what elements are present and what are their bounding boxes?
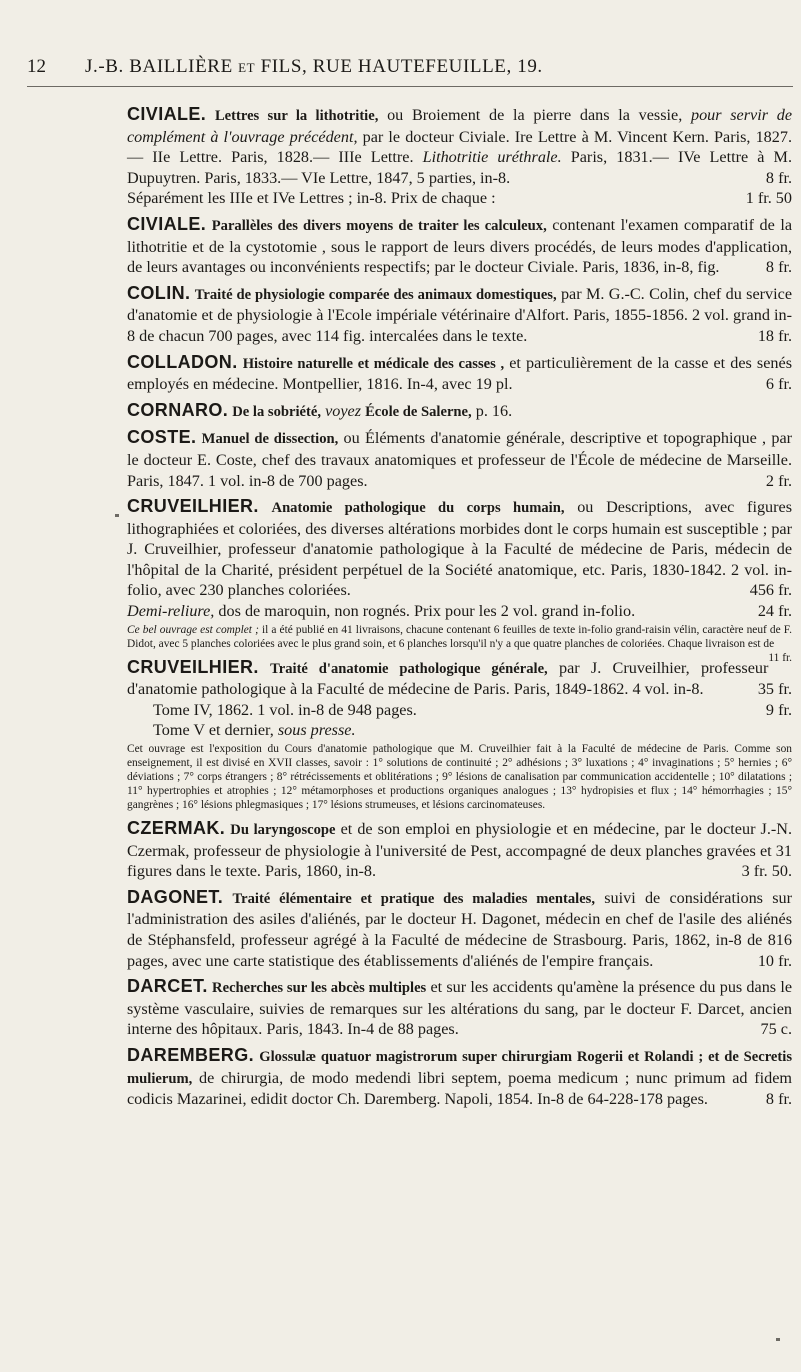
entry-note: Ce bel ouvrage est complet ; il a été publié en 41 livraisons, chacune contenant 6 feuilles de texte in-folio grand-raisin vélin, caractère neuf de F. Didot, avec 5 planches coloriées avec le plus grand soin, et 6 planches lorsqu'il n'y a que quatre planches de coloriées. Chaque livraison est de 11 fr. [127,623,793,664]
entry-author: DAGONET. [127,886,224,907]
margin-mark [115,514,119,517]
header-rule [27,86,793,87]
entry-author: COSTE. [127,427,197,448]
entry-price: 24 fr. [757,602,792,621]
entry-daremberg: DAREMBERG. Glossulæ quatuor magistrorum super chirurgiam Rogerii et Rolandi ; et de Secretis mulierum, de chirurgia, de modo medendi libri septem, poema medicum ; nunc primum ad fidem codicis Mazarinei, edidit doctor Ch. Daremberg. Napoli, 1854. In-8 de 64-228-178 pages. 8 fr. [127,1044,793,1109]
entry-note: Cet ouvrage est l'exposition du Cours d'anatomie pathologique que M. Cruveilhier fait à la Faculté de médecine de Paris. Comme son enseignement, il est divisé en XVII classes, savoir : 1° solutions de continuité ; 2° adhésions ; 3° luxations ; 4° invaginations ; 5° hernies ; 6° déviations ; 7° corps étrangers ; 8° rétrécissements et oblitérations ; 9° lésions de canalisation par communication accidentelle ; 10° dilatations ; 11° hypertrophies et atrophies ; 12° métamorphoses et productions organiques analogues ; 13° hydropisies et flux ; 14° hémorrhagies ; 15° gangrènes ; 16° lésions phlegmasiques ; 17° lésions strumeuses, et lésions carcinomateuses. [127,743,792,812]
entry-price: 8 fr. [765,168,792,187]
entry-price: 11 fr. [768,651,792,664]
entry-price: 35 fr. [757,680,792,699]
running-title: J.-B. BAILLIÈRE et FILS, RUE HAUTEFEUILLE, 19. [85,56,543,77]
entry-title: Parallèles des divers moyens de traiter les calculeux, [211,217,547,234]
entry-cruveilhier-traite: CRUVEILHIER. Traité d'anatomie pathologique générale, par J. Cruveilhier, professeur d'anatomie pathologique à la Faculté de médecine de Paris. Paris, 1849-1862. 4 vol. in-8. 35 fr. Tome IV, 1862. 1 vol. in-8 de 948 pages. 9 fr. Tome V et dernier, sous presse. [127,656,792,740]
entry-title: Histoire naturelle et médicale des casses , [242,355,505,372]
entry-title: Traité élémentaire et pratique des maladies mentales, [232,890,595,907]
margin-mark [776,1338,780,1341]
entry-author: DARCET. [127,976,208,997]
entry-title: Anatomie pathologique du corps humain, [271,500,565,517]
entry-title: Glossulæ quatuor magistrorum super chirurgiam Rogerii et Rolandi ; et de Secretis mulierum, [127,1048,793,1087]
entry-author: CZERMAK. [127,818,226,839]
entry-colin: COLIN. Traité de physiologie comparée des animaux domestiques, par M. G.-C. Colin, chef du service d'anatomie et de physiologie à l'Ecole impériale vétérinaire d'Alfort. Paris, 1855-1856. 2 vol. grand in-8 de chacun 700 pages, avec 114 fig. intercalées dans le texte. 18 fr. [127,282,792,345]
entry-price: 75 c. [760,1020,792,1039]
entry-civiale-lettres: CIVIALE. Lettres sur la lithotritie, ou Broiement de la pierre dans la vessie, pour servir de complément à l'ouvrage précédent, par le docteur Civiale. Ire Lettre à M. Vincent Kern. Paris, 1827.— IIe Lettre. Paris, 1828.— IIIe Lettre. Lithotritie uréthrale. Paris, 1831.— IVe Lettre à M. Dupuytren. Paris, 1833.— VIe Lettre, 1847, 5 parties, in-8. 8 fr. Séparément les IIIe et IVe Lettres ; in-8. Prix de chaque : 1 fr. 50 [127,104,793,208]
entry-dagonet: DAGONET. Traité élémentaire et pratique des maladies mentales, suivi de considérations sur l'administration des asiles d'aliénés, par le docteur H. Dagonet, médecin en chef de l'asile des aliénés de Stéphansfeld, professeur agrégé à la Faculté de médecine de Strasbourg. Paris, 1862, in-8 de 816 pages, avec une carte statistique des établissements d'aliénés de l'empire français. 10 fr. [127,886,792,970]
entry-czermak: CZERMAK. Du laryngoscope et de son emploi en physiologie et en médecine, par le docteur J.-N. Czermak, professeur de physiologie à l'université de Pest, accompagné de deux planches gravées et 31 figures dans le texte. Paris, 1860, in-8. 3 fr. 50. [127,818,793,881]
entry-cornaro: CORNARO. De la sobriété, voyez École de Salerne, p. 16. [127,399,513,420]
entry-title: De la sobriété, [232,403,322,420]
page-number: 12 [27,56,46,77]
entry-author: CIVIALE. [127,213,207,234]
entry-price: 456 fr. [749,581,792,600]
entry-coste: COSTE. Manuel de dissection, ou Éléments d'anatomie générale, descriptive et topographique , par le docteur E. Coste, chef des travaux anatomiques et professeur de l'École de médecine de Marseille. Paris, 1847. 1 vol. in-8 de 700 pages. 2 fr. [127,427,793,490]
entry-civiale-paralleles: CIVIALE. Parallèles des divers moyens de traiter les calculeux, contenant l'examen comparatif de la lithotritie et de la cystotomie , sous le rapport de leurs divers procédés, de leurs modes d'application, de leurs avantages ou inconvénients respectifs; par le docteur Civiale. Paris, 1836, in-8, fig. 8 fr. [127,213,792,277]
entry-price: 6 fr. [765,375,792,394]
entry-cruveilhier-anatomie: CRUVEILHIER. Anatomie pathologique du corps humain, ou Descriptions, avec figures lithographiées et coloriées, des diverses altérations morbides dont le corps humain est susceptible ; par J. Cruveilhier, professeur d'anatomie pathologique à la Faculté de médecine de Paris, médecin de l'hôpital de la Charité, président perpétuel de la Société anatomique, etc. Paris, 1830-1842. 2 vol. in-folio, avec 230 planches coloriées. 456 fr. Demi-reliure, dos de maroquin, non rognés. Prix pour les 2 vol. grand in-folio. 24 fr. [127,496,793,621]
entry-price: 1 fr. 50 [745,189,792,208]
entry-price: 18 fr. [757,326,792,345]
entry-price: 2 fr. [765,471,792,490]
entry-author: COLIN. [127,282,191,303]
entry-title: Lettres sur la lithotritie, [214,108,379,124]
entry-colladon: COLLADON. Histoire naturelle et médicale des casses , et particulièrement de la casse et des senés employés en médecine. Montpellier, 1816. In-4, avec 19 pl. 6 fr. [127,351,792,394]
entry-title: Du laryngoscope [230,822,336,839]
entry-title: Traité d'anatomie pathologique générale, [270,660,548,677]
entry-price: 9 fr. [765,700,792,719]
entry-author: COLLADON. [127,351,238,372]
entry-price: 10 fr. [757,951,792,970]
entry-darcet: DARCET. Recherches sur les abcès multiples et sur les accidents qu'amène la présence du pus dans le système vasculaire, suivies de remarques sur les altérations du sang, par le docteur F. Darcet, ancien interne des hôpitaux. Paris, 1843. In-4 de 88 pages. 75 c. [127,976,793,1039]
entry-author: CRUVEILHIER. [127,496,259,517]
entry-author: DAREMBERG. [127,1044,255,1065]
entry-author: CRUVEILHIER. [127,656,259,677]
entry-title: Traité de physiologie comparée des animaux domestiques, [194,286,557,303]
entry-price: 3 fr. 50. [741,862,792,881]
entry-price: 8 fr. [765,1090,792,1109]
entry-author: CIVIALE. [127,104,207,124]
entry-price: 8 fr. [765,258,792,277]
entry-title: Recherches sur les abcès multiples [212,980,427,997]
running-header [27,56,751,86]
catalogue-entries [127,104,792,1115]
entry-author: CORNARO. [127,399,229,420]
entry-title: Manuel de dissection, [201,431,339,448]
